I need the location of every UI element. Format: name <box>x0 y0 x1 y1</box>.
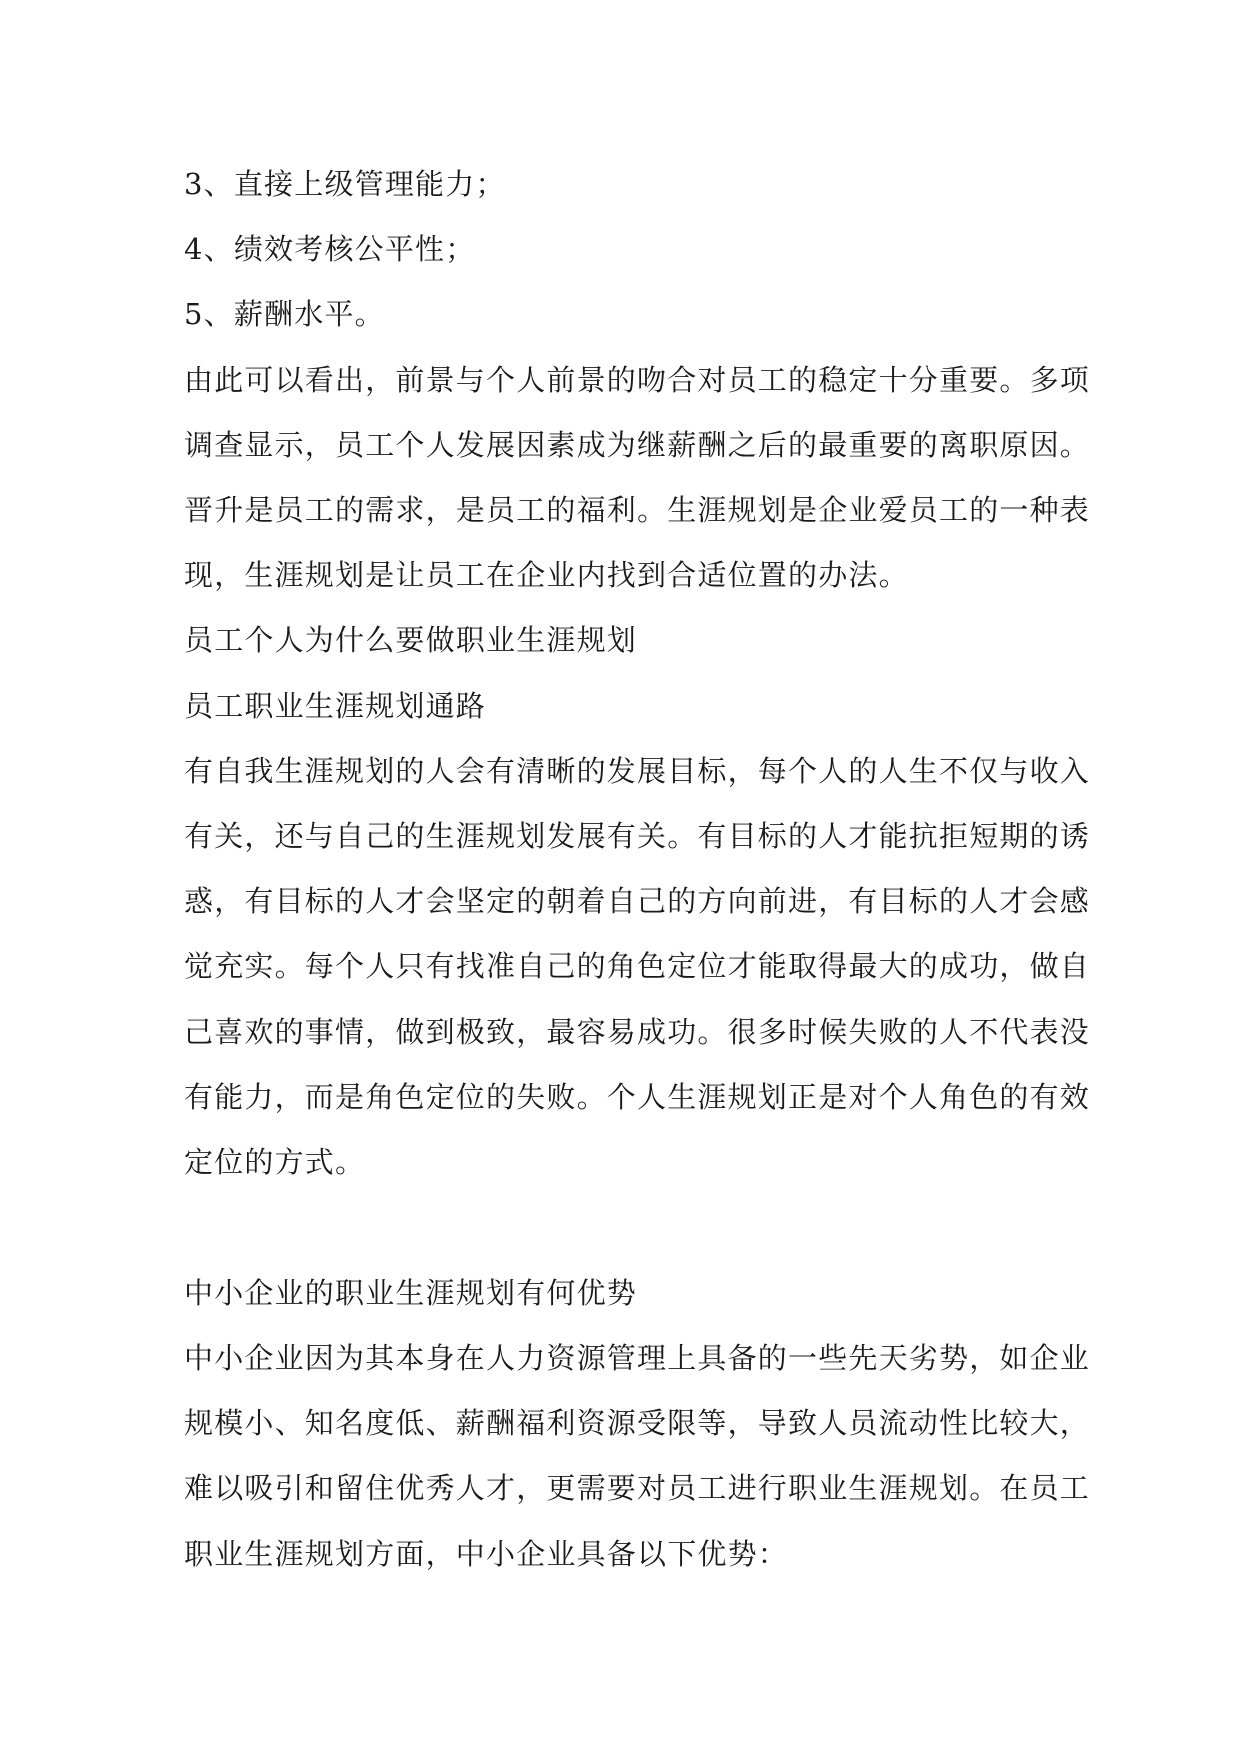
paragraph-line: 现，生涯规划是让员工在企业内找到合适位置的办法。 <box>184 558 909 592</box>
paragraph-line: 有能力，而是角色定位的失败。个人生涯规划正是对个人角色的有效 <box>184 1080 1091 1114</box>
list-item-5: 5、薪酬水平。 <box>184 297 385 331</box>
paragraph-line: 规模小、知名度低、薪酬福利资源受限等，导致人员流动性比较大， <box>184 1406 1091 1440</box>
section-heading: 员工个人为什么要做职业生涯规划 <box>184 623 638 657</box>
paragraph-line: 由此可以看出，前景与个人前景的吻合对员工的稳定十分重要。多项 <box>184 363 1091 397</box>
paragraph-line: 定位的方式。 <box>184 1145 366 1179</box>
paragraph-line: 有关，还与自己的生涯规划发展有关。有目标的人才能抗拒短期的诱 <box>184 819 1091 853</box>
paragraph-line: 难以吸引和留住优秀人才，更需要对员工进行职业生涯规划。在员工 <box>184 1471 1091 1505</box>
paragraph-line: 中小企业因为其本身在人力资源管理上具备的一些先天劣势，如企业 <box>184 1341 1091 1375</box>
paragraph-line: 觉充实。每个人只有找准自己的角色定位才能取得最大的成功，做自 <box>184 949 1091 983</box>
section-heading: 员工职业生涯规划通路 <box>184 689 487 723</box>
paragraph-line: 晋升是员工的需求，是员工的福利。生涯规划是企业爱员工的一种表 <box>184 493 1091 527</box>
list-item-4: 4、绩效考核公平性； <box>184 232 476 266</box>
section-heading: 中小企业的职业生涯规划有何优势 <box>184 1276 638 1310</box>
list-item-3: 3、直接上级管理能力； <box>184 167 506 201</box>
paragraph-line: 有自我生涯规划的人会有清晰的发展目标，每个人的人生不仅与收入 <box>184 754 1091 788</box>
paragraph-line: 调查显示，员工个人发展因素成为继薪酬之后的最重要的离职原因。 <box>184 428 1091 462</box>
paragraph-line: 职业生涯规划方面，中小企业具备以下优势： <box>184 1537 789 1571</box>
paragraph-line: 惑，有目标的人才会坚定的朝着自己的方向前进，有目标的人才会感 <box>184 884 1091 918</box>
paragraph-line: 己喜欢的事情，做到极致，最容易成功。很多时候失败的人不代表没 <box>184 1015 1091 1049</box>
